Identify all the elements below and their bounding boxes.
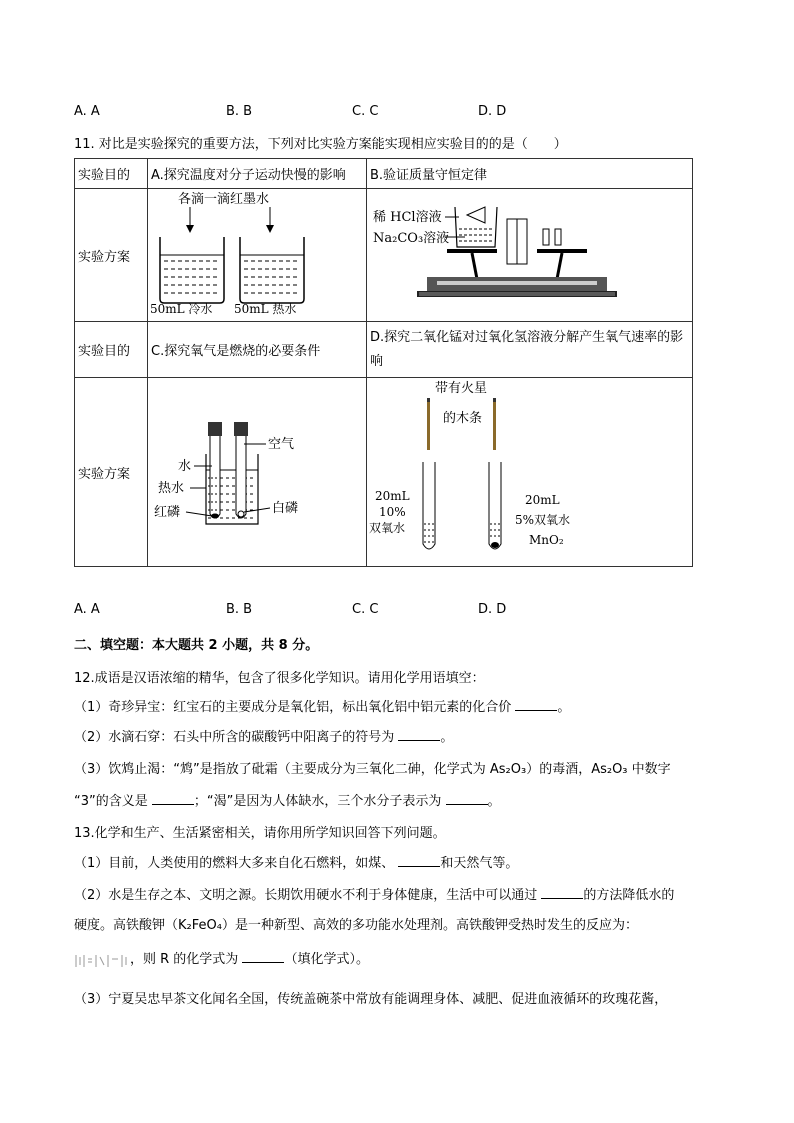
q13-part2-a: （2）水是生存之本、文明之源。长期饮用硬水不利于身体健康，生活中可以通过 bbox=[74, 888, 538, 903]
goal-c: C.探究氧气是燃烧的必要条件 bbox=[148, 322, 367, 378]
experiment-table bbox=[74, 158, 693, 567]
goal-b: B.验证质量守恒定律 bbox=[367, 159, 693, 189]
section-heading: 二、填空题：本大题共 2 小题，共 8 分。 bbox=[74, 638, 319, 653]
q11-option-b: B. B bbox=[226, 602, 253, 617]
q12-part1-text: （1）奇珍异宝：红宝石的主要成分是氧化铝，标出氧化铝中铝元素的化合价 bbox=[74, 700, 512, 715]
hot-water-label-c: 热水 bbox=[158, 481, 185, 496]
q13-part2-line3-a: ，则 R 的化学式为 bbox=[130, 952, 239, 967]
right-volume: 20mL bbox=[525, 493, 560, 507]
q11-option-c: C. C bbox=[352, 602, 379, 617]
q12-blank-3[interactable] bbox=[152, 792, 194, 805]
q12-blank-1[interactable] bbox=[515, 698, 557, 711]
stick-label-1: 带有火星 bbox=[435, 381, 488, 396]
air-label: 空气 bbox=[268, 437, 295, 452]
plan-label-1: 实验方案 bbox=[75, 189, 148, 322]
left-conc: 10% bbox=[379, 505, 406, 519]
q12-blank-4[interactable] bbox=[446, 792, 488, 805]
q12-part2-end: 。 bbox=[440, 730, 454, 745]
mno2-diagram bbox=[367, 378, 692, 562]
goal-d: D.探究二氧化锰对过氧化氢溶液分解产生氧气速率的影响 bbox=[367, 322, 693, 378]
q13-part1-b: 和天然气等。 bbox=[440, 856, 519, 871]
q11-stem: 11. 对比是实验探究的重要方法，下列对比实验方案能实现相应实验目的的是（ ） bbox=[74, 137, 567, 152]
q13-part1-a: （1）目前，人类使用的燃料大多来自化石燃料，如煤、 bbox=[74, 856, 395, 871]
q13-part2-line3-b: （填化学式）。 bbox=[284, 952, 369, 967]
cold-water-label: 50mL 冷水 bbox=[150, 302, 213, 316]
q12-part2-text: （2）水滴石穿：石头中所含的碳酸钙中阳离子的符号为 bbox=[74, 730, 395, 745]
q13-part2-line3 bbox=[74, 948, 369, 969]
q13-part2 bbox=[74, 884, 674, 903]
q12-part3: （3）饮鸩止渴：“鸩”是指放了砒霜（主要成分为三氧化二砷，化学式为 As₂O₃）的毒酒，As₂O₃ 中数字 bbox=[74, 762, 671, 777]
q12-part1-end: 。 bbox=[557, 700, 571, 715]
right-h2o2: 5%双氧水 bbox=[515, 513, 571, 527]
q10-option-a: A. A bbox=[74, 104, 100, 119]
q12-part3b-a: “3”的含义是 bbox=[74, 794, 148, 809]
q11-option-a: A. A bbox=[74, 602, 100, 617]
q12-blank-2[interactable] bbox=[398, 728, 440, 741]
phosphorus-diagram bbox=[148, 378, 366, 562]
goal-label-1: 实验目的 bbox=[75, 159, 148, 189]
q13-part1 bbox=[74, 852, 518, 871]
q13-part3: （3）宁夏吴忠早茶文化闻名全国，传统盖碗茶中常放有能调理身体、减肥、促进血液循环的玫瑰花酱， bbox=[74, 992, 668, 1007]
na2co3-label: Na₂CO₃溶液 bbox=[373, 231, 450, 246]
q10-option-b: B. B bbox=[226, 104, 253, 119]
red-phosphorus-label: 红磷 bbox=[154, 505, 181, 520]
goal-label-2: 实验目的 bbox=[75, 322, 148, 378]
balance-diagram bbox=[367, 189, 692, 317]
q10-option-d: D. D bbox=[478, 104, 507, 119]
q13-blank-2[interactable] bbox=[541, 886, 583, 899]
ink-label: 各滴一滴红墨水 bbox=[178, 192, 270, 207]
left-volume: 20mL bbox=[375, 489, 410, 503]
q13-blank-3[interactable] bbox=[242, 950, 284, 963]
stick-label-2: 的木条 bbox=[443, 411, 483, 426]
white-phosphorus-label: 白磷 bbox=[272, 501, 299, 516]
beakers-ink-diagram bbox=[148, 189, 366, 317]
q13-part2-b: 的方法降低水的 bbox=[583, 888, 675, 903]
q12-part3b-b: ；“渴”是因为人体缺水，三个水分子表示为 bbox=[193, 794, 442, 809]
q13-part2-line2: 硬度。高铁酸钾（K₂FeO₄）是一种新型、高效的多功能水处理剂。高铁酸钾受热时发生的反应为： bbox=[74, 918, 638, 933]
goal-a: A.探究温度对分子运动快慢的影响 bbox=[148, 159, 367, 189]
left-h2o2: 双氧水 bbox=[369, 521, 406, 535]
q11-option-d: D. D bbox=[478, 602, 507, 617]
plan-label-2: 实验方案 bbox=[75, 378, 148, 567]
q13-blank-1[interactable] bbox=[398, 854, 440, 867]
water-label: 水 bbox=[178, 459, 192, 474]
q12-part3b-end: 。 bbox=[487, 794, 501, 809]
q12-part2 bbox=[74, 726, 453, 745]
q13-stem: 13.化学和生产、生活紧密相关，请你用所学知识回答下列问题。 bbox=[74, 826, 446, 841]
q10-option-c: C. C bbox=[352, 104, 379, 119]
equation-image bbox=[74, 951, 130, 969]
plan-d-cell bbox=[367, 378, 693, 567]
plan-a-cell bbox=[148, 189, 367, 322]
hot-water-label: 50mL 热水 bbox=[234, 302, 297, 316]
q12-part1 bbox=[74, 696, 570, 715]
q12-stem: 12.成语是汉语浓缩的精华，包含了很多化学知识。请用化学用语填空： bbox=[74, 671, 485, 686]
hcl-label: 稀 HCl溶液 bbox=[373, 210, 442, 225]
plan-b-cell bbox=[367, 189, 693, 322]
plan-c-cell bbox=[148, 378, 367, 567]
right-mno2: MnO₂ bbox=[529, 533, 564, 547]
q12-part3b bbox=[74, 790, 501, 809]
